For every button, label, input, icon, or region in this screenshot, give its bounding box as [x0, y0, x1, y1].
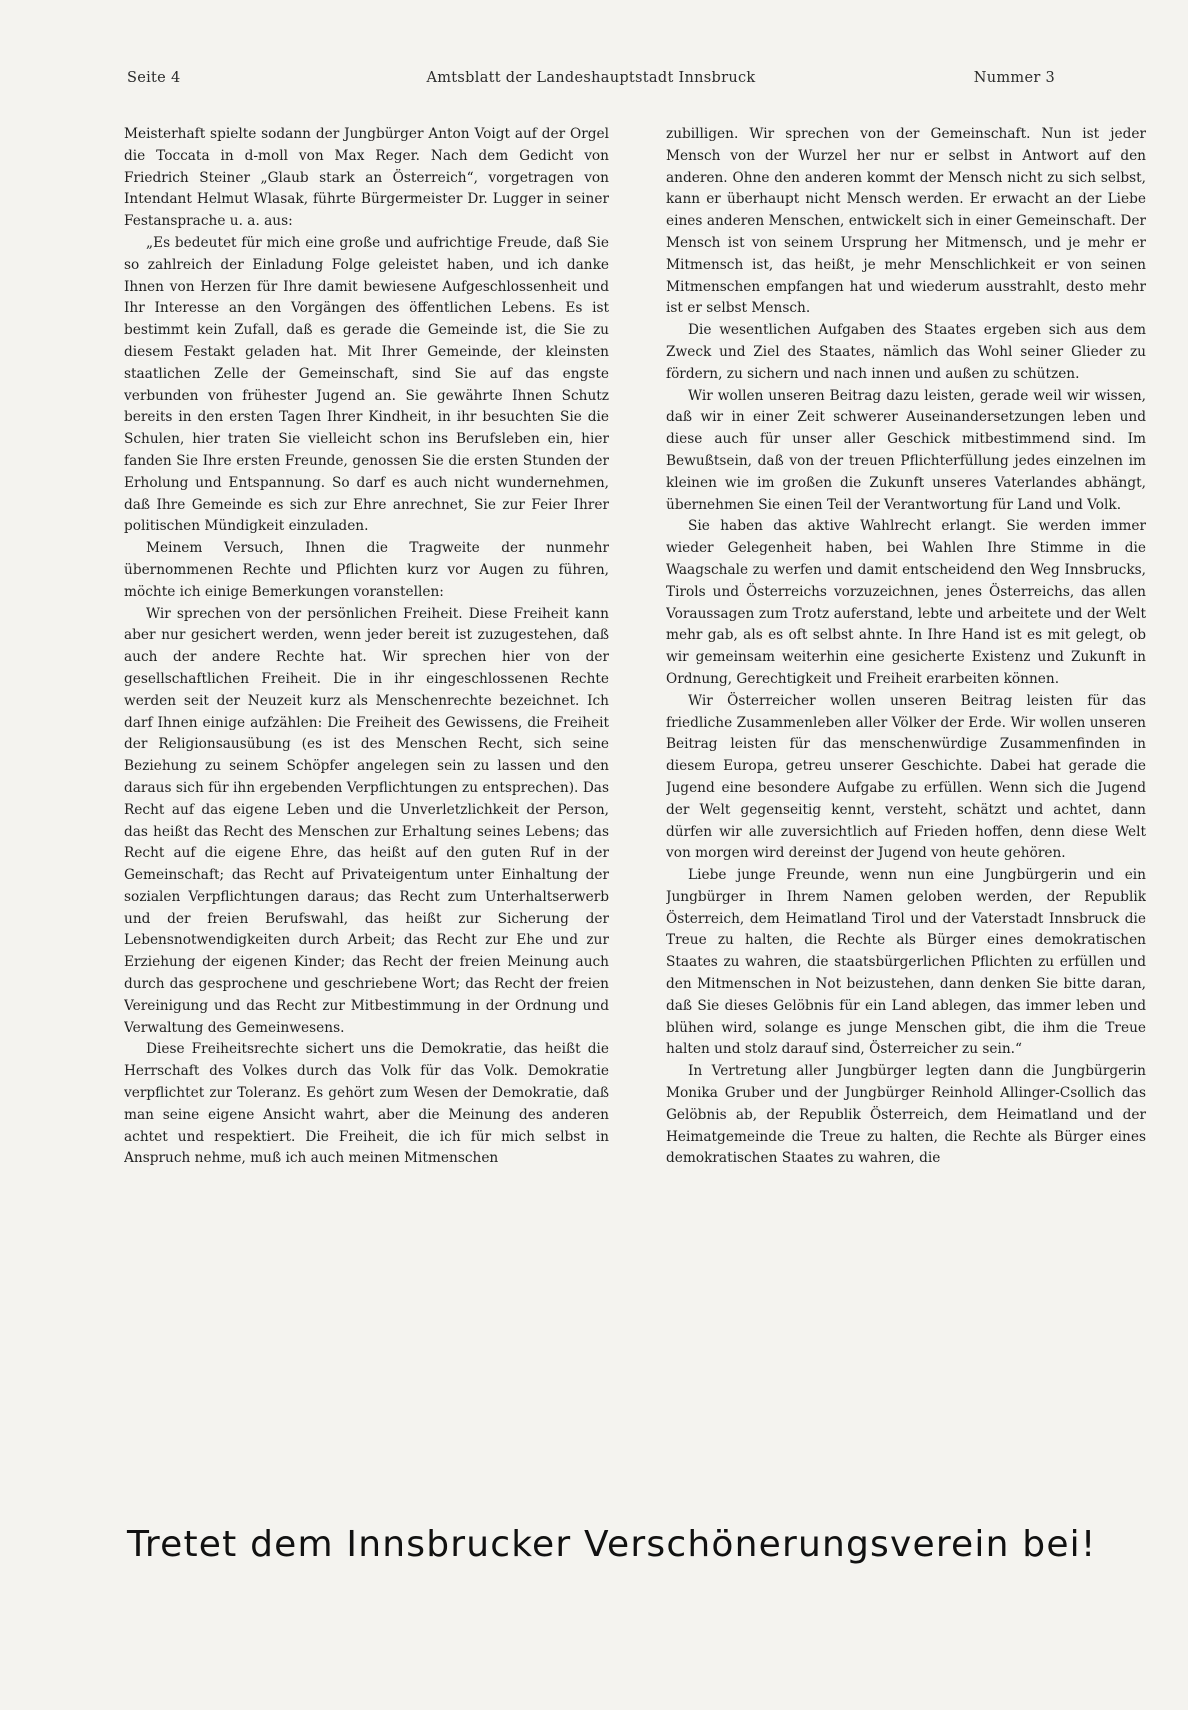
- paragraph: Meinem Versuch, Ihnen die Tragweite der nunmehr übernommenen Rechte und Pflichten kurz vor Augen zu führen, möchte ich einige Bemerkungen voranstellen:: [124, 540, 609, 600]
- paragraph: Wir Österreicher wollen unseren Beitrag leisten für das friedliche Zusammenleben aller Völker der Erde. Wir wollen unseren Beitrag leisten für das menschenwürdige Zusammenfinden in diesem Europa, getreu unserer Geschichte. Dabei hat gerade die Jugend eine besondere Aufgabe zu erfüllen. Wenn sich die Jugend der Welt gegenseitig kennt, versteht, schätzt und achtet, dann dürfen wir alle zuversichtlich auf Frieden hoffen, denn diese Welt von morgen wird dereinst der Jugend von heute gehören.: [666, 692, 1146, 862]
- paragraph: In Vertretung aller Jungbürger legten dann die Jungbürgerin Monika Gruber und der Jungbürger Reinhold Allinger-Csollich das Gelöbnis ab, der Republik Österreich, dem Heimatland und der Heimatgemeinde die Treue zu halten, die Rechte als Bürger eines demokratischen Staates zu wahren, die: [666, 1063, 1146, 1167]
- paragraph: Diese Freiheitsrechte sichert uns die Demokratie, das heißt die Herrschaft des Volkes durch das Volk für das Volk. Demokratie verpflichtet zur Toleranz. Es gehört zum Wesen der Demokratie, daß man seine eigene Ansicht wahrt, aber die Meinung des anderen achtet und respektiert. Die Freiheit, die ich für mich selbst in Anspruch nehme, muß ich auch meinen Mitmenschen: [124, 1041, 609, 1167]
- issue-number: Nummer 3: [973, 70, 1055, 86]
- paragraph: zubilligen. Wir sprechen von der Gemeinschaft. Nun ist jeder Mensch von der Wurzel her nur er selbst in Antwort auf den anderen. Ohne den anderen kommt der Mensch nicht zu sich selbst, kann er überhaupt nicht Mensch werden. Er erwacht an der Liebe eines anderen Menschen, entwickelt sich in einer Gemeinschaft. Der Mensch ist von seinem Ursprung her Mitmensch, und je mehr er Mitmensch ist, das heißt, je mehr Menschlichkeit er von seinen Mitmenschen empfangen hat und wiederum ausstrahlt, desto mehr ist er selbst Mensch.: [666, 126, 1146, 317]
- paragraph: Wir sprechen von der persönlichen Freiheit. Diese Freiheit kann aber nur gesichert werden, wenn jeder bereit ist zuzugestehen, daß auch der andere Rechte hat. Wir sprechen hier von der gesellschaftlichen Freiheit. Die in ihr eingeschlossenen Rechte werden seit der Neuzeit kurz als Menschenrechte bezeichnet. Ich darf Ihnen einige aufzählen: Die Freiheit des Gewissens, die Freiheit der Religionsausübung (es ist des Menschen Recht, sich seine Beziehung zu seinem Schöpfer angelegen sein zu lassen und den daraus sich für ihn ergebenden Verpflichtungen zu entsprechen). Das Recht auf das eigene Leben und die Unverletzlichkeit der Person, das heißt das Recht des Menschen zur Erhaltung seines Lebens; das Recht auf die eigene Ehre, das heißt auf den guten Ruf in der Gemeinschaft; das Recht auf Privateigentum unter Einhaltung der sozialen Verpflichtungen daraus; das Recht zum Unterhaltserwerb und der freien Berufswahl, das heißt zur Sicherung der Lebensnotwendigkeiten durch Arbeit; das Recht zur Ehe und zur Erziehung der eigenen Kinder; das Recht der freien Meinung auch durch das gesprochene und geschriebene Wort; das Recht der freien Vereinigung und das Recht zur Mitbestimmung in der Ordnung und Verwaltung des Gemeinwesens.: [124, 605, 609, 1036]
- article-body: [124, 124, 1146, 1476]
- advertisement-banner: Tretet dem Innsbrucker Verschönerungsverein bei!: [127, 1524, 1097, 1565]
- paragraph: Meisterhaft spielte sodann der Jungbürger Anton Voigt auf der Orgel die Toccata in d-moll von Max Reger. Nach dem Gedicht von Friedrich Steiner „Glaub stark an Österreich“, vorgetragen von Intendant Helmut Wlasak, führte Bürgermeister Dr. Lugger in seiner Festansprache u. a. aus:: [124, 126, 609, 230]
- paragraph: „Es bedeutet für mich eine große und aufrichtige Freude, daß Sie so zahlreich der Einladung Folge geleistet haben, und ich danke Ihnen von Herzen für Ihre damit bewiesene Aufgeschlossenheit und Ihr Interesse an den Vorgängen des öffentlichen Lebens. Es ist bestimmt kein Zufall, daß es gerade die Gemeinde ist, die Sie zu diesem Festakt geladen hat. Mit Ihrer Gemeinde, der kleinsten staatlichen Zelle der Gemeinschaft, sind Sie auf das engste verbunden von frühester Jugend an. Sie gewährte Ihnen Schutz bereits in den ersten Tagen Ihrer Kindheit, in ihr besuchten Sie die Schulen, hier traten Sie vielleicht schon ins Berufsleben ein, hier fanden Sie Ihre ersten Freunde, genossen Sie die ersten Stunden der Erholung und Entspannung. So darf es auch nicht wundernehmen, daß Ihre Gemeinde es sich zur Ehre anrechnet, Sie zur Feier Ihrer politischen Mündigkeit einzuladen.: [124, 234, 609, 535]
- page-number: Seite 4: [127, 70, 181, 86]
- paragraph: Die wesentlichen Aufgaben des Staates ergeben sich aus dem Zweck und Ziel des Staates, nämlich das Wohl seiner Glieder zu fördern, zu sichern und nach innen und außen zu schützen.: [666, 322, 1146, 382]
- publication-title: Amtsblatt der Landeshauptstadt Innsbruck: [426, 70, 756, 86]
- paragraph: Wir wollen unseren Beitrag dazu leisten, gerade weil wir wissen, daß wir in einer Zeit schwerer Auseinandersetzungen leben und diese auch für unser aller Geschick mitbestimmend sind. Im Bewußtsein, daß von der treuen Pflichterfüllung jedes einzelnen im kleinen wie im großen die Zukunft unseres Vaterlandes abhängt, übernehmen Sie einen Teil der Verantwortung für Land und Volk.: [666, 387, 1146, 513]
- divider: [0, 1500, 1188, 1501]
- paragraph: Sie haben das aktive Wahlrecht erlangt. Sie werden immer wieder Gelegenheit haben, bei Wahlen Ihre Stimme in die Waagschale zu werfen und damit entscheidend den Weg Innsbrucks, Tirols und Österreichs vorzuzeichnen, jenes Österreichs, das allen Voraussagen zum Trotz auferstand, lebte und arbeitete und der Welt mehr gab, als es oft selbst ahnte. In Ihre Hand ist es mit gelegt, ob wir gemeinsam weiterhin eine gesicherte Existenz und Zukunft in Ordnung, Gerechtigkeit und Freiheit erarbeiten können.: [666, 518, 1146, 687]
- page-header: [127, 70, 1055, 94]
- left-column: [124, 124, 609, 1476]
- paragraph: Liebe junge Freunde, wenn nun eine Jungbürgerin und ein Jungbürger in Ihrem Namen geloben werden, der Republik Österreich, dem Heimatland Tirol und der Vaterstadt Innsbruck die Treue zu halten, die Rechte als Bürger eines demokratischen Staates zu wahren, die staatsbürgerlichen Pflichten zu erfüllen und den Mitmenschen in Not beizustehen, dann denken Sie bitte daran, daß Sie dieses Gelöbnis für ein Land ablegen, das immer leben und blühen wird, solange es junge Menschen gibt, die ihm die Treue halten und stolz darauf sind, Österreicher zu sein.“: [666, 867, 1146, 1058]
- right-column: [666, 124, 1146, 1476]
